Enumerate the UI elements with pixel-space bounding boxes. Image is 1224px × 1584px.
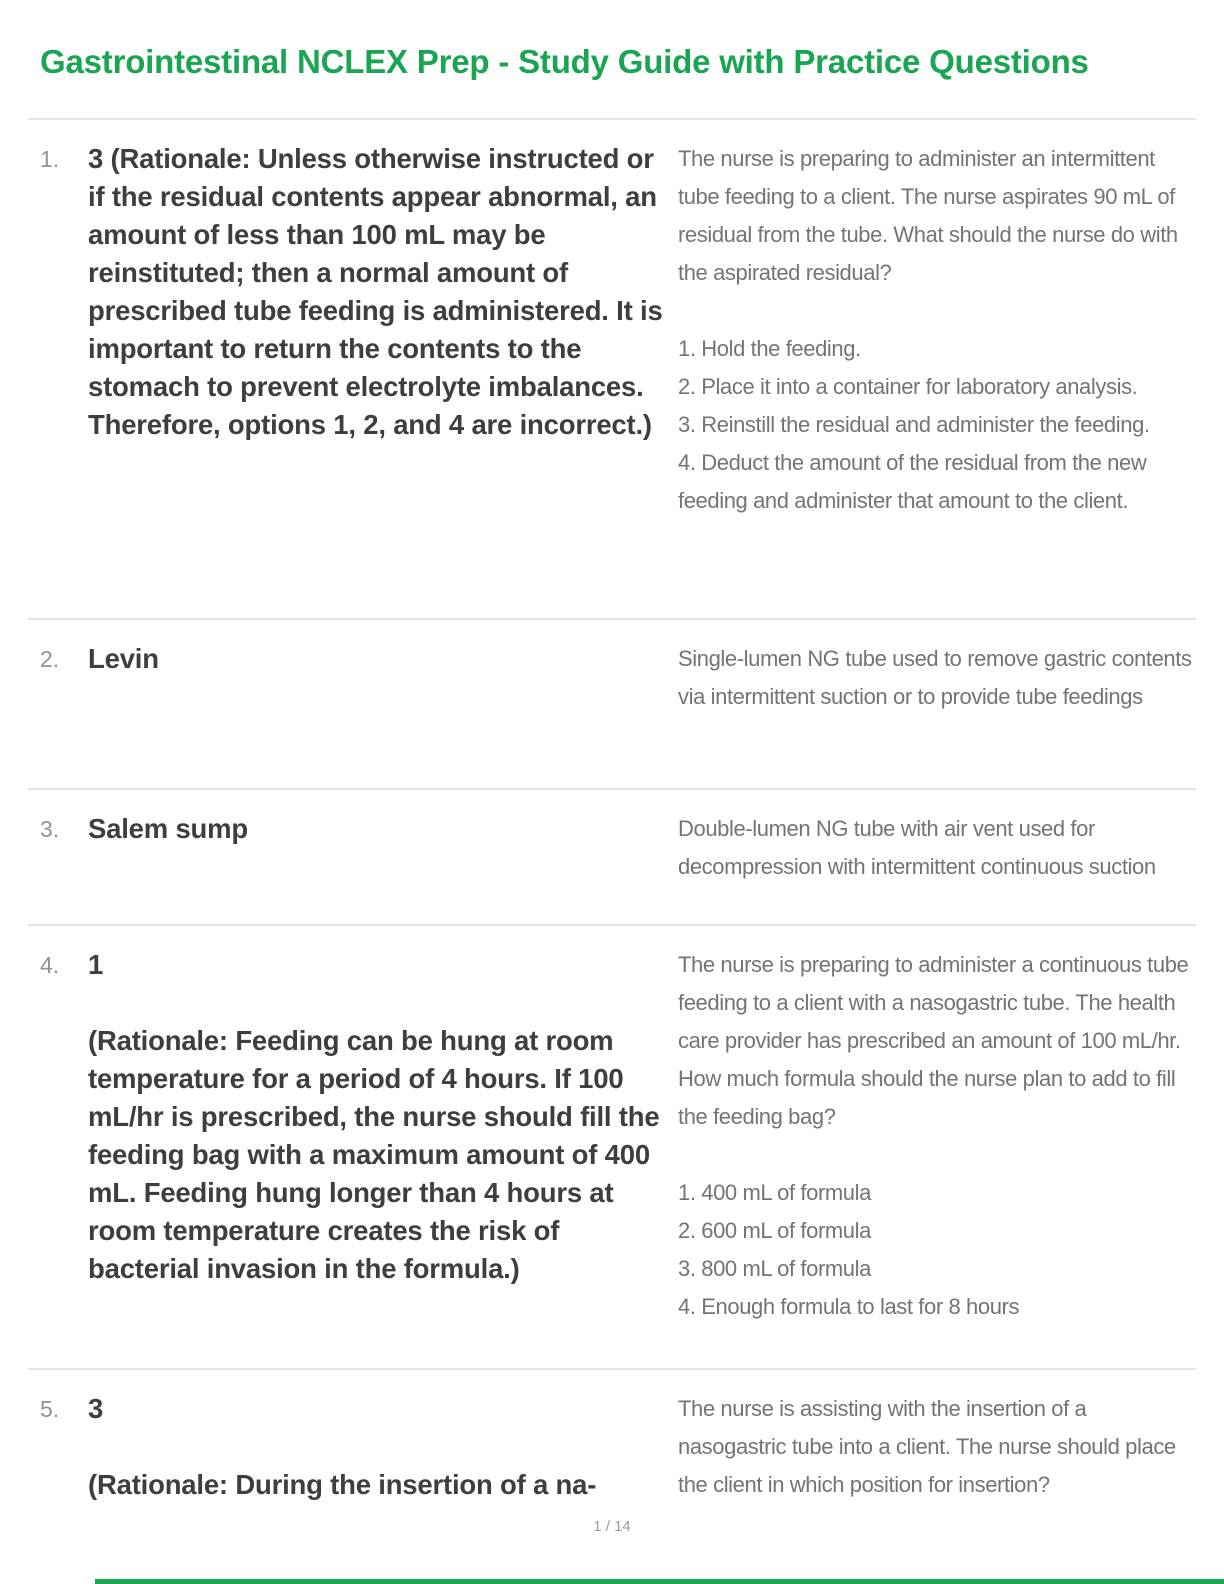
answer-text: Levin	[88, 643, 159, 674]
question-cell	[678, 1390, 1196, 1504]
page-title: Gastrointestinal NCLEX Prep - Study Guide with Practice Questions	[40, 43, 1089, 80]
item-number: 4.	[40, 952, 60, 978]
practice-item-row	[28, 118, 1196, 618]
item-number: 1.	[40, 146, 60, 172]
answer-text: (Rationale: During the insertion of a na-	[88, 1469, 597, 1500]
question-text: 1. Hold the feeding.	[678, 336, 861, 361]
answer-text	[88, 984, 668, 1022]
question-text: 4. Enough formula to last for 8 hours	[678, 1294, 1020, 1319]
question-text: The nurse is preparing to administer a continuous tube feeding to a client with a nasogastric tube. The health care provider has prescribed an amount of 100 mL/hr. How much formula should the nurse plan to add to fill the feeding bag?	[678, 952, 1189, 1129]
item-number: 3.	[40, 816, 60, 842]
question-text: 2. 600 mL of formula	[678, 1218, 871, 1243]
practice-item-row	[28, 788, 1196, 924]
practice-item-row	[28, 618, 1196, 788]
question-cell	[678, 946, 1196, 1326]
answer-text: (Rationale: Feeding can be hung at room temperature for a period of 4 hours. If 100 mL/hr is prescribed, the nurse should fill the feeding bag with a maximum amount of 400 mL. Feeding hung longer than 4 hours at room temperature creates the risk of bacterial invasion in the formula.)	[88, 1025, 660, 1284]
question-text: 3. Reinstill the residual and administer the feeding.	[678, 412, 1150, 437]
item-number: 5.	[40, 1396, 60, 1422]
answer-cell	[88, 810, 668, 848]
answer-text: 3	[88, 1393, 104, 1424]
answer-text: Salem sump	[88, 813, 249, 844]
answer-cell	[88, 1390, 668, 1504]
question-cell	[678, 640, 1196, 716]
question-text: The nurse is assisting with the insertion of a nasogastric tube into a client. The nurse should place the client in which position for insertion?	[678, 1396, 1176, 1497]
question-text: 1. 400 mL of formula	[678, 1180, 871, 1205]
answer-cell	[88, 640, 668, 678]
answer-text	[88, 1428, 668, 1466]
answer-cell	[88, 140, 668, 444]
question-cell	[678, 810, 1196, 886]
question-cell	[678, 140, 1196, 520]
question-text: 4. Deduct the amount of the residual from the new feeding and administer that amount to the client.	[678, 450, 1147, 513]
question-text: 3. 800 mL of formula	[678, 1256, 871, 1281]
answer-text: 3 (Rationale: Unless otherwise instructed or if the residual contents appear abnormal, an amount of less than 100 mL may be reinstituted; then a normal amount of prescribed tube feeding is administered. It is important to return the contents to the stomach to prevent electrolyte imbalances. Therefore, options 1, 2, and 4 are incorrect.)	[88, 143, 663, 440]
question-text: Double-lumen NG tube with air vent used for decompression with intermittent continuous suction	[678, 816, 1156, 879]
practice-item-row	[28, 924, 1196, 1368]
page-number: 1 / 14	[593, 1518, 631, 1535]
answer-cell	[88, 946, 668, 1288]
item-number: 2.	[40, 646, 60, 672]
items-list	[28, 118, 1196, 1542]
question-text: 2. Place it into a container for laboratory analysis.	[678, 374, 1138, 399]
question-text	[678, 292, 1196, 330]
question-text: The nurse is preparing to administer an intermittent tube feeding to a client. The nurse aspirates 90 mL of residual from the tube. What should the nurse do with the aspirated residual?	[678, 146, 1178, 285]
next-page-green-bar	[95, 1579, 1224, 1584]
practice-item-row	[28, 1368, 1196, 1542]
answer-text: 1	[88, 949, 104, 980]
question-text: Single-lumen NG tube used to remove gastric contents via intermittent suction or to provide tube feedings	[678, 646, 1192, 709]
question-text	[678, 1136, 1196, 1174]
